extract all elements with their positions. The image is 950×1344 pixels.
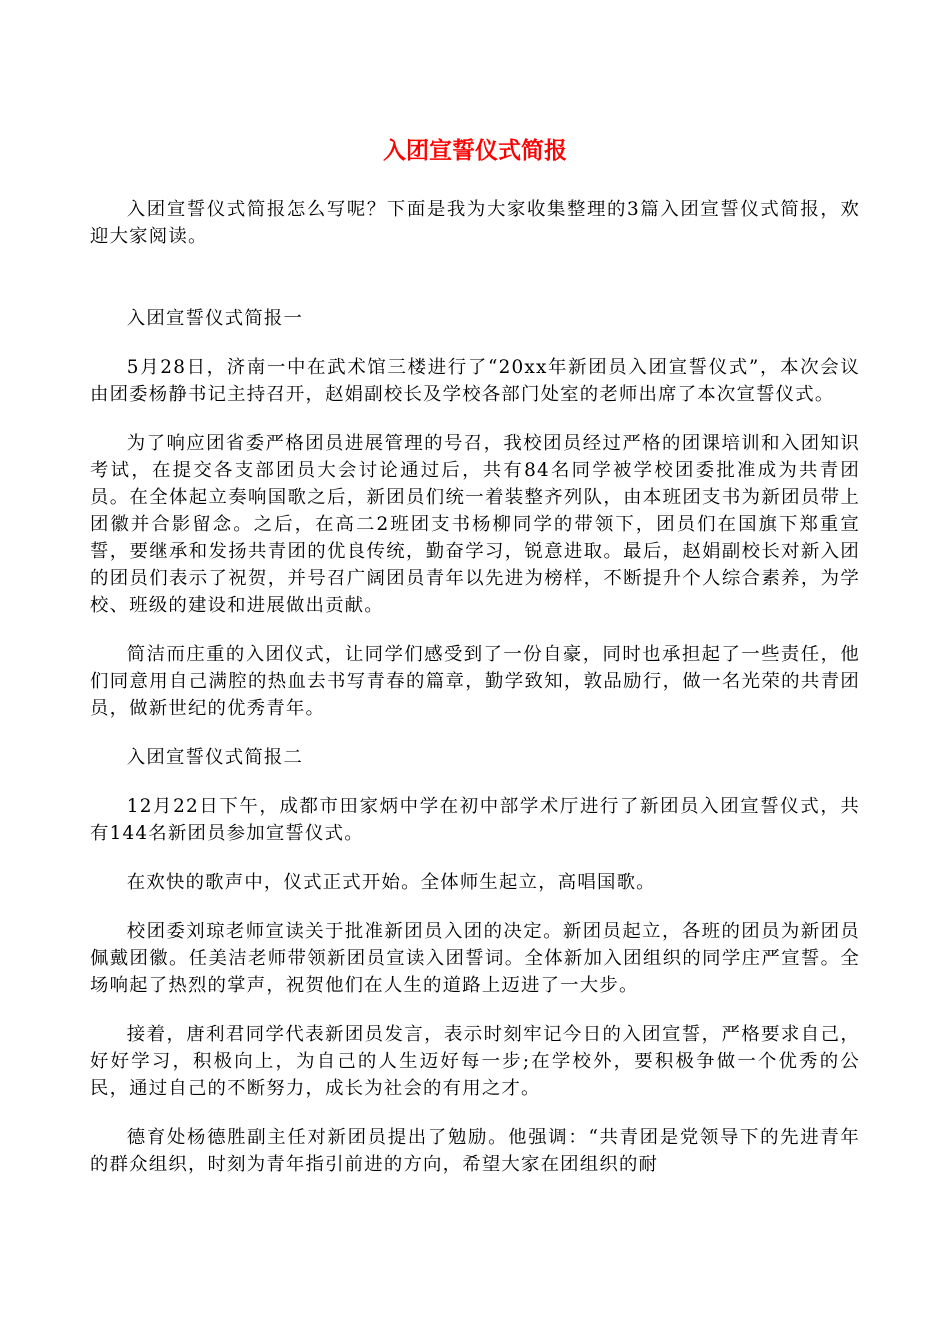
document-title: 入团宣誓仪式简报 [383, 138, 567, 164]
body-paragraph: 简洁而庄重的入团仪式，让同学们感受到了一份自豪，同时也承担起了一些责任，他们同意用自己满腔的热血去书写青春的篇章，勤学致知，敦品励行，做一名光荣的共青团员，做新世纪的优秀青年。 [90, 644, 860, 719]
body-paragraph: 校团委刘琼老师宣读关于批准新团员入团的决定。新团员起立，各班的团员为新团员佩戴团徽。任美洁老师带领新团员宣读入团誓词。全体新加入团组织的同学庄严宣誓。全场响起了热烈的掌声，祝贺他们在人生的道路上迈进了一大步。 [90, 921, 860, 996]
body-paragraph: 在欢快的歌声中，仪式正式开始。全体师生起立，高唱国歌。 [126, 872, 656, 893]
body-paragraph: 5月28日，济南一中在武术馆三楼进行了“20xx年新团员入团宣誓仪式”，本次会议由团委杨静书记主持召开，赵娟副校长及学校各部门处室的老师出席了本次宣誓仪式。 [90, 357, 860, 405]
section-heading-2: 入团宣誓仪式简报二 [126, 747, 304, 768]
body-paragraph: 为了响应团省委严格团员进展管理的号召，我校团员经过严格的团课培训和入团知识考试，在提交各支部团员大会讨论通过后，共有84名同学被学校团委批准成为共青团员。在全体起立奏响国歌之后，新团员们统一着装整齐列队，由本班团支书为新团员带上团徽并合影留念。之后，在高二2班团支书杨柳同学的带领下，团员们在国旗下郑重宣誓，要继承和发扬共青团的优良传统，勤奋学习，锐意进取。最后，赵娟副校长对新入团的团员们表示了祝贺，并号召广阔团员青年以先进为榜样，不断提升个人综合素养，为学校、班级的建设和进展做出贡献。 [90, 433, 860, 616]
intro-paragraph: 入团宣誓仪式简报怎么写呢？下面是我为大家收集整理的3篇入团宣誓仪式简报，欢迎大家阅读。 [90, 199, 860, 247]
body-paragraph: 接着，唐利君同学代表新团员发言，表示时刻牢记今日的入团宣誓，严格要求自己，好好学习，积极向上，为自己的人生迈好每一步;在学校外，要积极争做一个优秀的公民，通过自己的不断努力，成长为社会的有用之才。 [90, 1024, 860, 1099]
body-paragraph: 12月22日下午，成都市田家炳中学在初中部学术厅进行了新团员入团宣誓仪式，共有144名新团员参加宣誓仪式。 [90, 796, 860, 844]
body-paragraph: 德育处杨德胜副主任对新团员提出了勉励。他强调：“共青团是党领导下的先进青年的群众组织，时刻为青年指引前进的方向，希望大家在团组织的耐 [90, 1127, 860, 1175]
section-heading-1: 入团宣誓仪式简报一 [126, 308, 304, 329]
document-body [90, 196, 860, 1200]
